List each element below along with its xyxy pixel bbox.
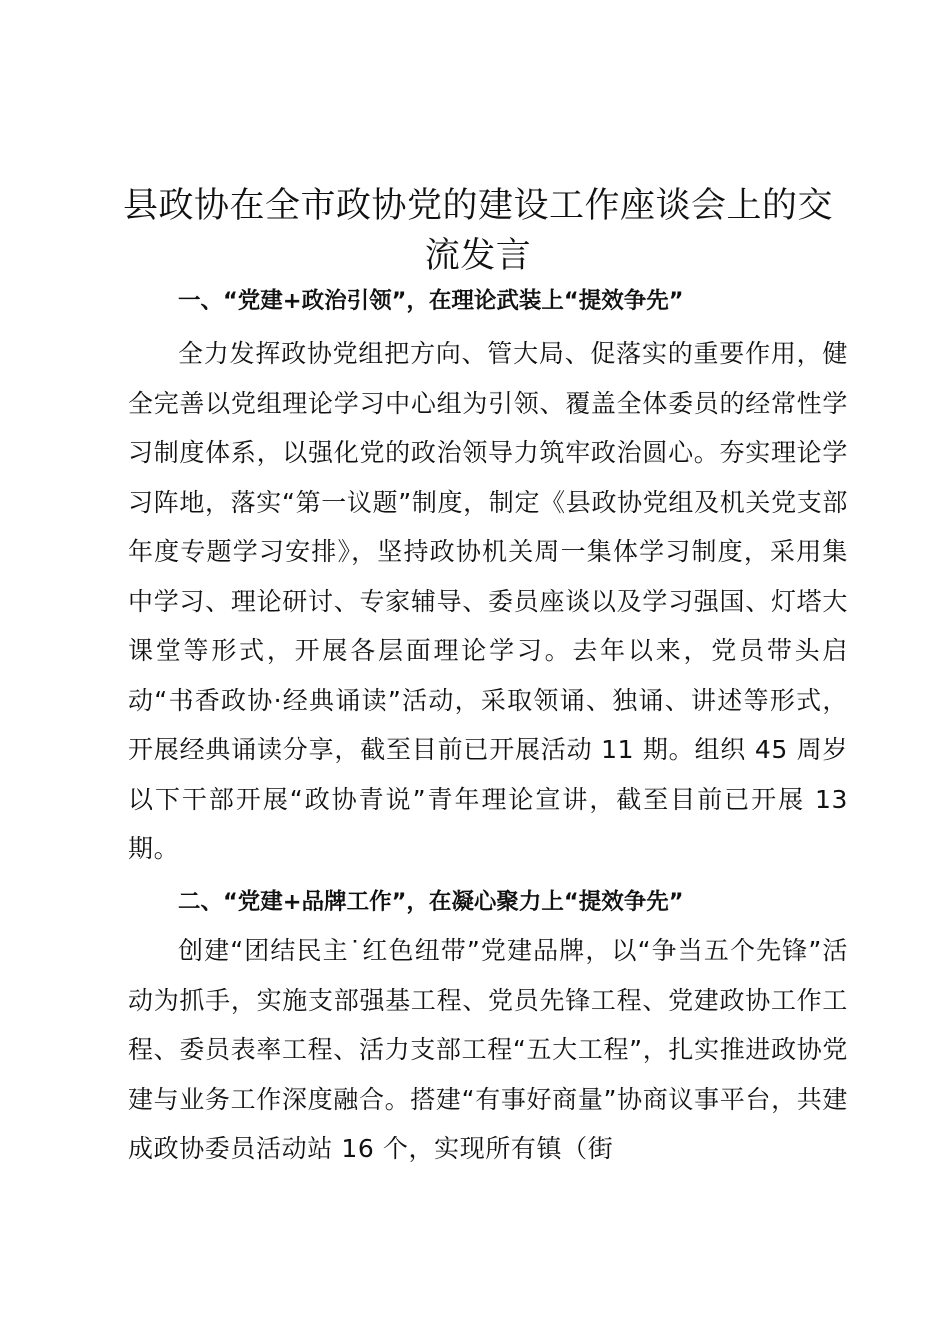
section-1-heading: 一、“党建+政治引领”，在理论武装上“提效争先”: [178, 288, 684, 314]
section-2-paragraph: 创建“团结民主˙红色纽带”党建品牌，以“争当五个先锋”活动为抓手，实施支部强基工程、党员先锋工程、党建政协工作工程、委员表率工程、活力支部工程“五大工程”，扎实推进政协党建与业务工作深度融合。搭建“有事好商量”协商议事平台，共建成政协委员活动站 16 个，实现所有镇（街: [128, 936, 848, 1163]
section-2-heading: 二、“党建+品牌工作”，在凝心聚力上“提效争先”: [178, 889, 684, 915]
section-1-paragraph: 全力发挥政协党组把方向、管大局、促落实的重要作用，健全完善以党组理论学习中心组为引领、覆盖全体委员的经常性学习制度体系，以强化党的政治领导力筑牢政治圆心。夯实理论学习阵地，落实“第一议题”制度，制定《县政协党组及机关党支部年度专题学习安排》，坚持政协机关周一集体学习制度，采用集中学习、理论研讨、专家辅导、委员座谈以及学习强国、灯塔大课堂等形式，开展各层面理论学习。去年以来，党员带头启动“书香政协·经典诵读”活动，采取领诵、独诵、讲述等形式，开展经典诵读分享，截至目前已开展活动 11 期。组织 45 周岁以下干部开展“政协青说”青年理论宣讲，截至目前已开展 13 期。: [128, 339, 848, 863]
document-title: 县政协在全市政协党的建设工作座谈会上的交流发言: [122, 186, 833, 277]
